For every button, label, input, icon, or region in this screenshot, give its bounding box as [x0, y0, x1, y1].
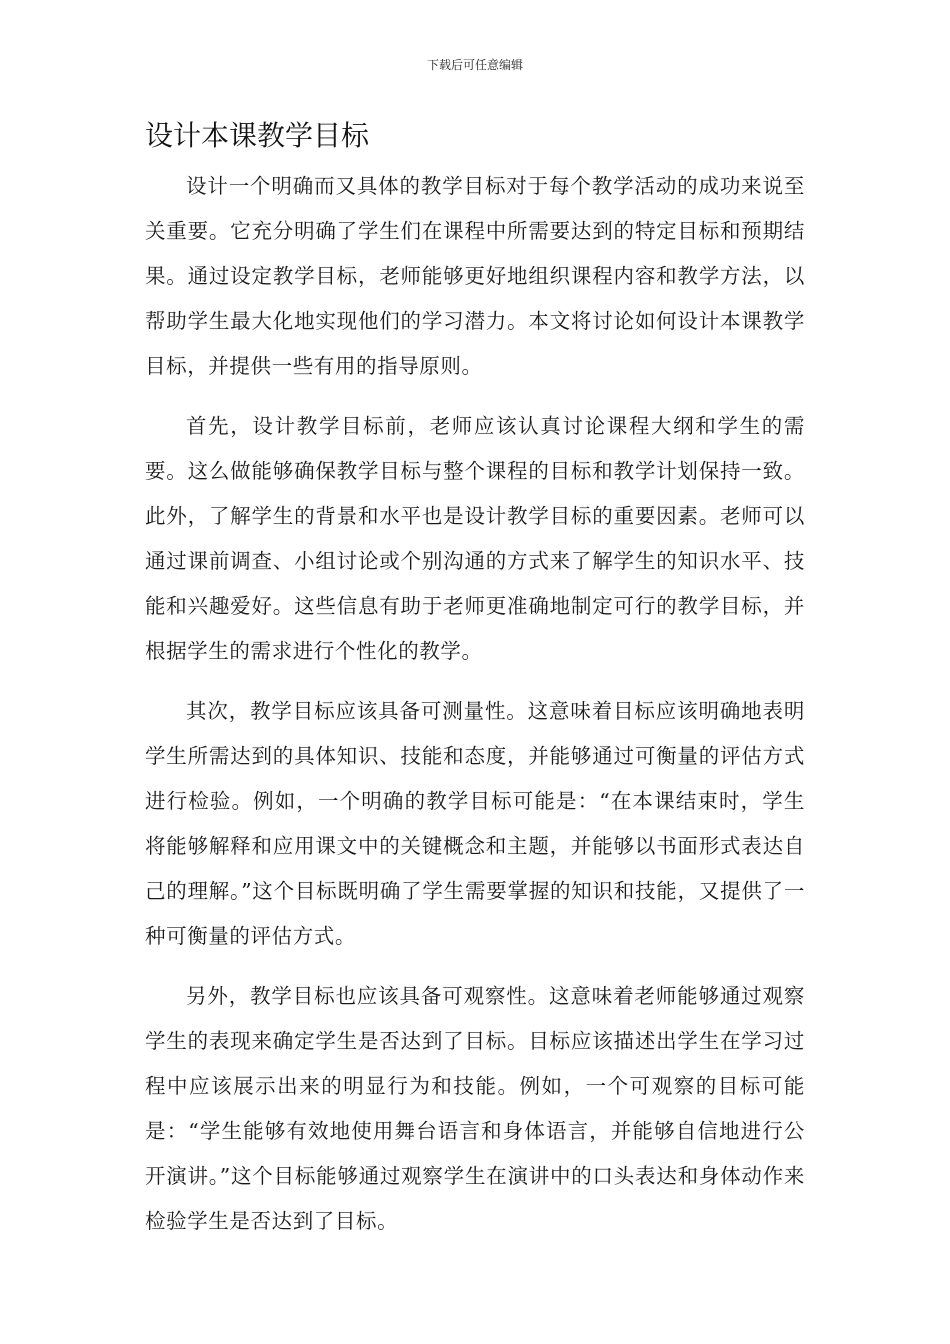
header-note: 下载后可任意编辑 — [426, 58, 523, 72]
document-title: 设计本课教学目标 — [145, 119, 370, 152]
paragraph-first: 首先，设计教学目标前，老师应该认真讨论课程大纲和学生的需要。这么做能够确保教学目标与整个课程的目标和教学计划保持一致。此外，了解学生的背景和水平也是设计教学目标的重要因素。老师可以通过课前调查、小组讨论或个别沟通的方式来了解学生的知识水平、技能和兴趣爱好。这些信息有助于老师更准确地制定可行的教学目标，并根据学生的需求进行个性化的教学。 — [145, 414, 805, 663]
paragraph-intro: 设计一个明确而又具体的教学目标对于每个教学活动的成功来说至关重要。它充分明确了学生们在课程中所需要达到的特定目标和预期结果。通过设定教学目标，老师能够更好地组织课程内容和教学方法，以帮助学生最大化地实现他们的学习潜力。本文将讨论如何设计本课教学目标，并提供一些有用的指导原则。 — [145, 174, 805, 378]
document-body — [145, 164, 805, 1259]
paragraph-second: 其次，教学目标应该具备可测量性。这意味着目标应该明确地表明学生所需达到的具体知识、技能和态度，并能够通过可衡量的评估方式进行检验。例如，一个明确的教学目标可能是：“在本课结束时，学生将能够解释和应用课文中的关键概念和主题，并能够以书面形式表达自己的理解。”这个目标既明确了学生需要掌握的知识和技能，又提供了一种可衡量的评估方式。 — [145, 699, 805, 948]
paragraph-third: 另外，教学目标也应该具备可观察性。这意味着老师能够通过观察学生的表现来确定学生是否达到了目标。目标应该描述出学生在学习过程中应该展示出来的明显行为和技能。例如，一个可观察的目标可能是：“学生能够有效地使用舞台语言和身体语言，并能够自信地进行公开演讲。”这个目标能够通过观察学生在演讲中的口头表达和身体动作来检验学生是否达到了目标。 — [145, 984, 805, 1233]
